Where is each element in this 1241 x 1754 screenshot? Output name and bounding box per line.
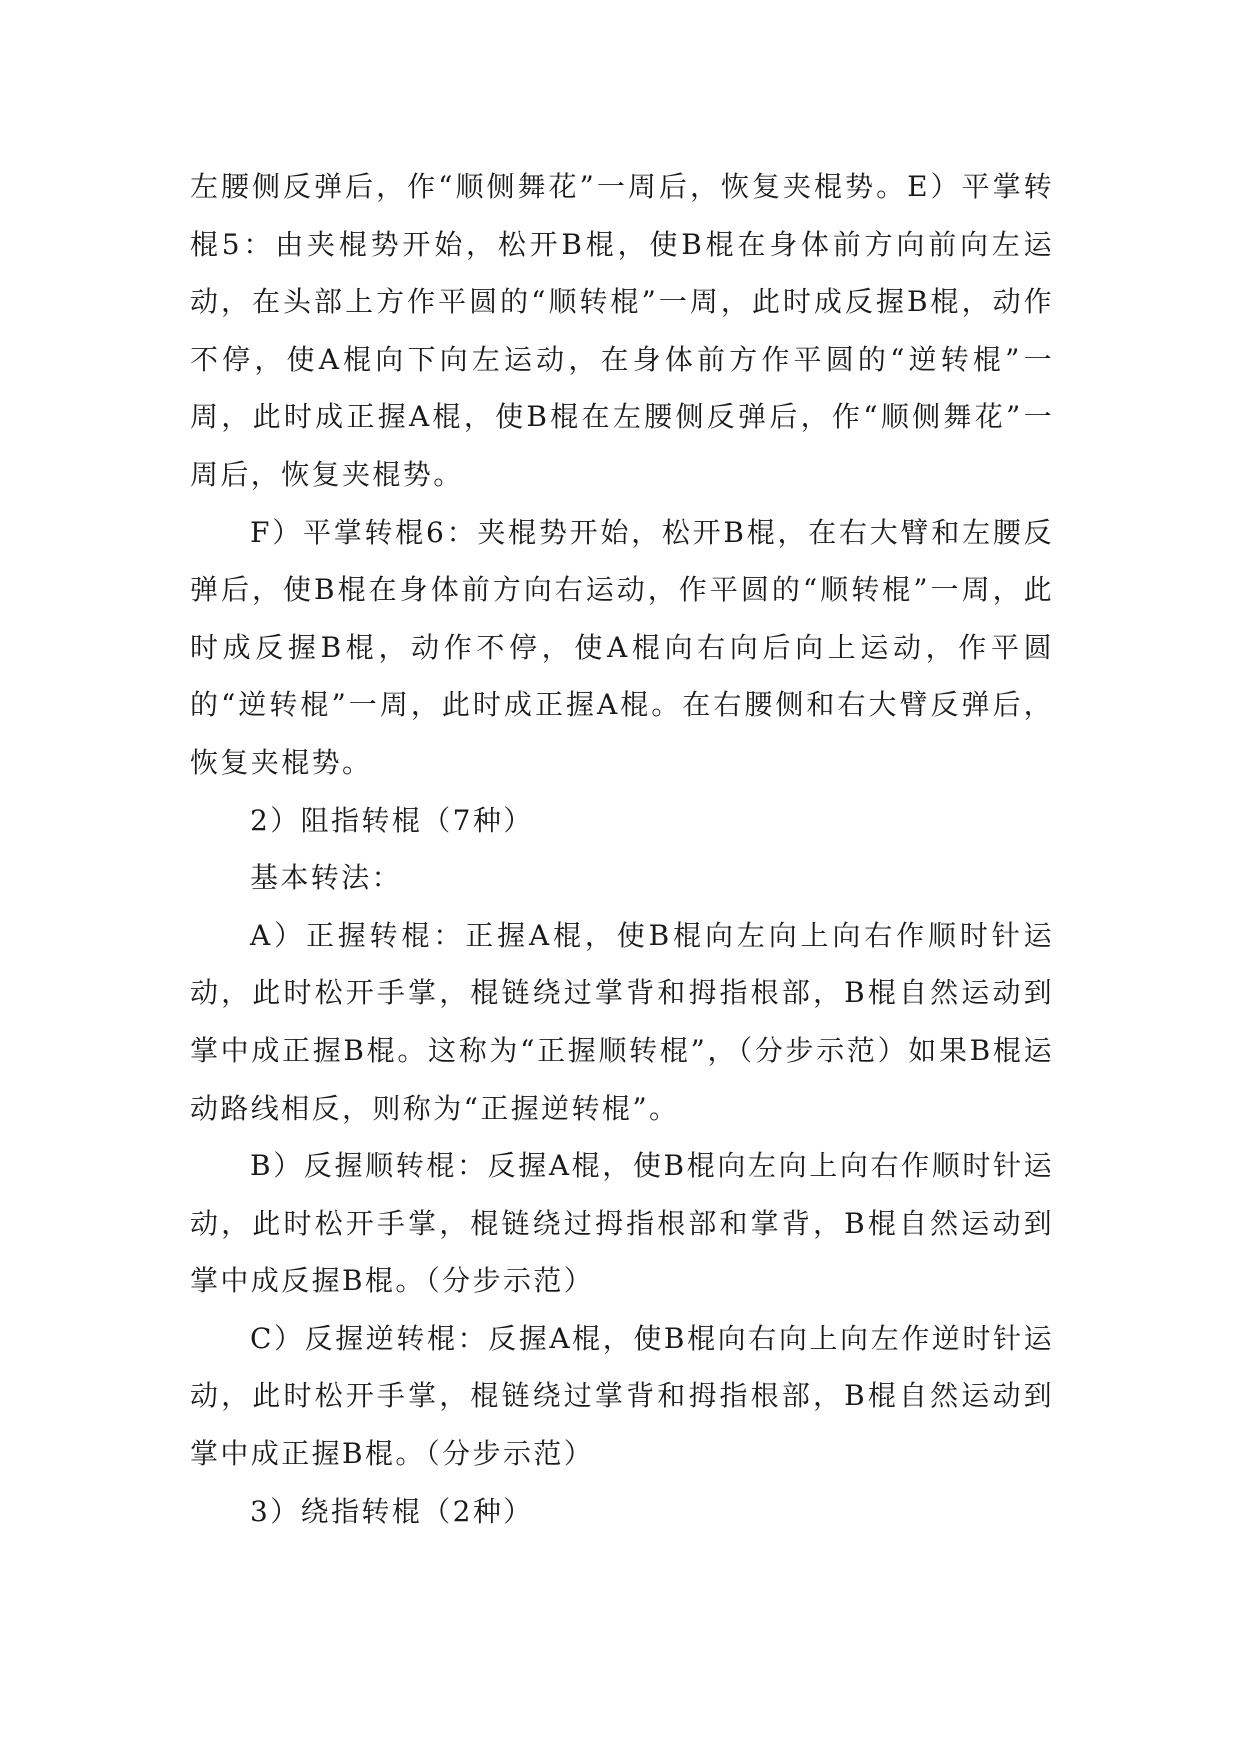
- document-body: [190, 158, 1054, 1540]
- paragraph-reverse-grip-counterclockwise-spin: C）反握逆转棍：反握A棍，使B棍向右向上向左作逆时针运动，此时松开手掌，棍链绕过掌背和拇指根部，B棍自然运动到掌中成正握B棍。（分步示范）: [190, 1321, 1054, 1471]
- paragraph-flat-palm-spin-6: F）平掌转棍6：夹棍势开始，松开B棍，在右大臂和左腰反弹后，使B棍在身体前方向右运动，作平圆的“顺转棍”一周，此时成反握B棍，动作不停，使A棍向右向后向上运动，作平圆的“逆转棍”一周，此时成正握A棍。在右腰侧和右大臂反弹后，恢复夹棍势。: [190, 515, 1054, 779]
- section-heading-wrap-finger-spin: 3）绕指转棍（2种）: [250, 1494, 534, 1528]
- paragraph-continuation: 左腰侧反弹后，作“顺侧舞花”一周后，恢复夹棍势。E）平掌转棍5：由夹棍势开始，松开B棍，使B棍在身体前方向前向左运动，在头部上方作平圆的“顺转棍”一周，此时成反握B棍，动作不停，使A棍向下向左运动，在身体前方作平圆的“逆转棍”一周，此时成正握A棍，使B棍在左腰侧反弹后，作“顺侧舞花”一周后，恢复夹棍势。: [190, 170, 1054, 491]
- paragraph-reverse-grip-clockwise-spin: B）反握顺转棍：反握A棍，使B棍向左向上向右作顺时针运动，此时松开手掌，棍链绕过拇指根部和掌背，B棍自然运动到掌中成反握B棍。（分步示范）: [190, 1149, 1054, 1298]
- subheading-basic-method: 基本转法：: [250, 861, 403, 895]
- paragraph-forward-grip-spin: A）正握转棍：正握A棍，使B棍向左向上向右作顺时针运动，此时松开手掌，棍链绕过掌背和拇指根部，B棍自然运动到掌中成正握B棍。这称为“正握顺转棍”，（分步示范）如果B棍运动路线相反，则称为“正握逆转棍”。: [190, 918, 1054, 1125]
- section-heading-blocked-finger-spin: 2）阻指转棍（7种）: [250, 803, 534, 837]
